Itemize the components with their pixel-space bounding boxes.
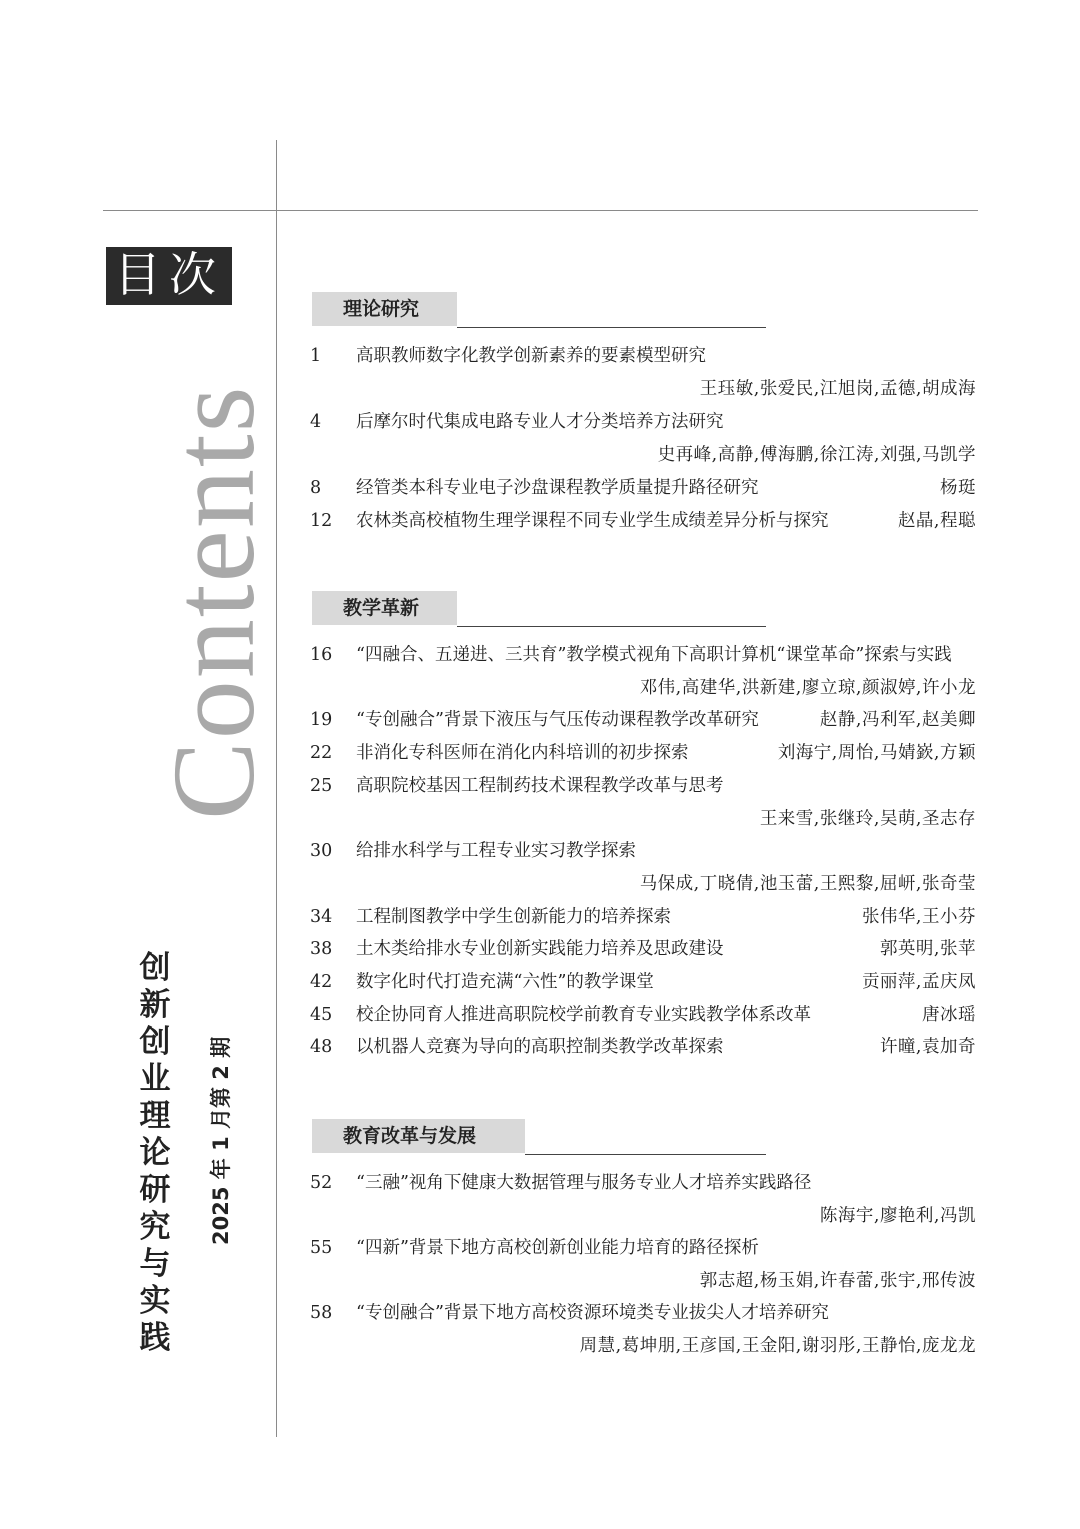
page-number: 25: [310, 776, 333, 796]
section-title: 理论研究: [312, 292, 457, 326]
article-authors: 赵静,冯利军,赵美卿: [819, 710, 976, 730]
article-title: 数字化时代打造充满“六性”的教学课堂: [356, 972, 654, 992]
article-title: 土木类给排水专业创新实践能力培养及思政建设: [356, 939, 724, 959]
article-authors: 杨珽: [940, 478, 976, 498]
article-title: 以机器人竞赛为导向的高职控制类教学改革探索: [356, 1037, 724, 1057]
article-authors: 许曈,袁加奇: [879, 1037, 976, 1057]
section-underline: [457, 327, 766, 328]
page-number: 8: [310, 478, 322, 498]
article-authors: 周慧,葛坤朋,王彦国,王金阳,谢羽彤,王静怡,庞龙龙: [579, 1336, 976, 1356]
section-underline: [457, 626, 766, 627]
article-authors: 王珏敏,张爱民,江旭岗,孟德,胡成海: [699, 379, 976, 399]
section-header: [312, 292, 766, 328]
section-underline: [525, 1154, 766, 1155]
page-number: 30: [310, 841, 333, 861]
article-authors: 郭志超,杨玉娟,许春蕾,张宇,邢传波: [699, 1271, 976, 1291]
article-authors: 赵晶,程聪: [897, 511, 976, 531]
article-authors: 陈海宇,廖艳利,冯凯: [819, 1206, 976, 1226]
section-title: 教学革新: [312, 591, 457, 625]
article-title: 校企协同育人推进高职院校学前教育专业实践教学体系改革: [356, 1005, 811, 1025]
article-authors: 贡丽萍,孟庆凤: [861, 972, 976, 992]
page-number: 38: [310, 939, 333, 959]
article-title: 给排水科学与工程专业实习教学探索: [356, 841, 636, 861]
article-authors: 郭英明,张苹: [879, 939, 976, 959]
page-number: 48: [310, 1037, 333, 1057]
page-number: 42: [310, 972, 333, 992]
section-header: [312, 1119, 766, 1155]
journal-name-vertical: 创新创业理论研究与实践: [139, 950, 171, 1356]
page-number: 34: [310, 907, 333, 927]
page-number: 55: [310, 1238, 333, 1258]
section-title: 教育改革与发展: [312, 1119, 525, 1153]
article-title: 农林类高校植物生理学课程不同专业学生成绩差异分析与探究: [356, 511, 829, 531]
article-title: “三融”视角下健康大数据管理与服务专业人才培养实践路径: [356, 1173, 812, 1193]
issue-label: 2025 年 1 月第 2 期: [209, 1036, 233, 1245]
article-title: 高职教师数字化教学创新素养的要素模型研究: [356, 346, 706, 366]
contents-vertical-title: Contents: [148, 384, 279, 820]
section-header: [312, 591, 766, 627]
article-title: 高职院校基因工程制药技术课程教学改革与思考: [356, 776, 724, 796]
article-title: “专创融合”背景下地方高校资源环境类专业拔尖人才培养研究: [356, 1303, 829, 1323]
page-number: 19: [310, 710, 333, 730]
page-number: 45: [310, 1005, 333, 1025]
page-number: 58: [310, 1303, 333, 1323]
page-number: 1: [310, 346, 322, 366]
page-number: 16: [310, 645, 333, 665]
article-authors: 张伟华,王小芬: [861, 907, 976, 927]
page-number: 22: [310, 743, 333, 763]
article-title: 非消化专科医师在消化内科培训的初步探索: [356, 743, 689, 763]
article-authors: 刘海宁,周怡,马婧嶔,方颖: [777, 743, 976, 763]
page-number: 12: [310, 511, 333, 531]
article-authors: 史再峰,高静,傅海鹏,徐江涛,刘强,马凯学: [657, 445, 976, 465]
article-title: 工程制图教学中学生创新能力的培养探索: [356, 907, 671, 927]
page-number: 52: [310, 1173, 333, 1193]
page-number: 4: [310, 412, 322, 432]
article-title: “专创融合”背景下液压与气压传动课程教学改革研究: [356, 710, 759, 730]
article-title: 后摩尔时代集成电路专业人才分类培养方法研究: [356, 412, 724, 432]
article-authors: 王来雪,张继玲,吴萌,圣志存: [759, 809, 976, 829]
article-authors: 唐冰瑶: [922, 1005, 976, 1025]
article-title: “四新”背景下地方高校创新创业能力培育的路径探析: [356, 1238, 759, 1258]
mulu-heading: 目次: [106, 247, 232, 305]
article-authors: 邓伟,高建华,洪新建,廖立琼,颜淑婷,许小龙: [639, 678, 976, 698]
article-title: “四融合、五递进、三共育”教学模式视角下高职计算机“课堂革命”探索与实践: [356, 645, 952, 665]
article-authors: 马保成,丁晓倩,池玉蕾,王熙黎,屈岍,张奇莹: [639, 874, 976, 894]
article-title: 经管类本科专业电子沙盘课程教学质量提升路径研究: [356, 478, 759, 498]
top-horizontal-rule: [103, 210, 978, 211]
